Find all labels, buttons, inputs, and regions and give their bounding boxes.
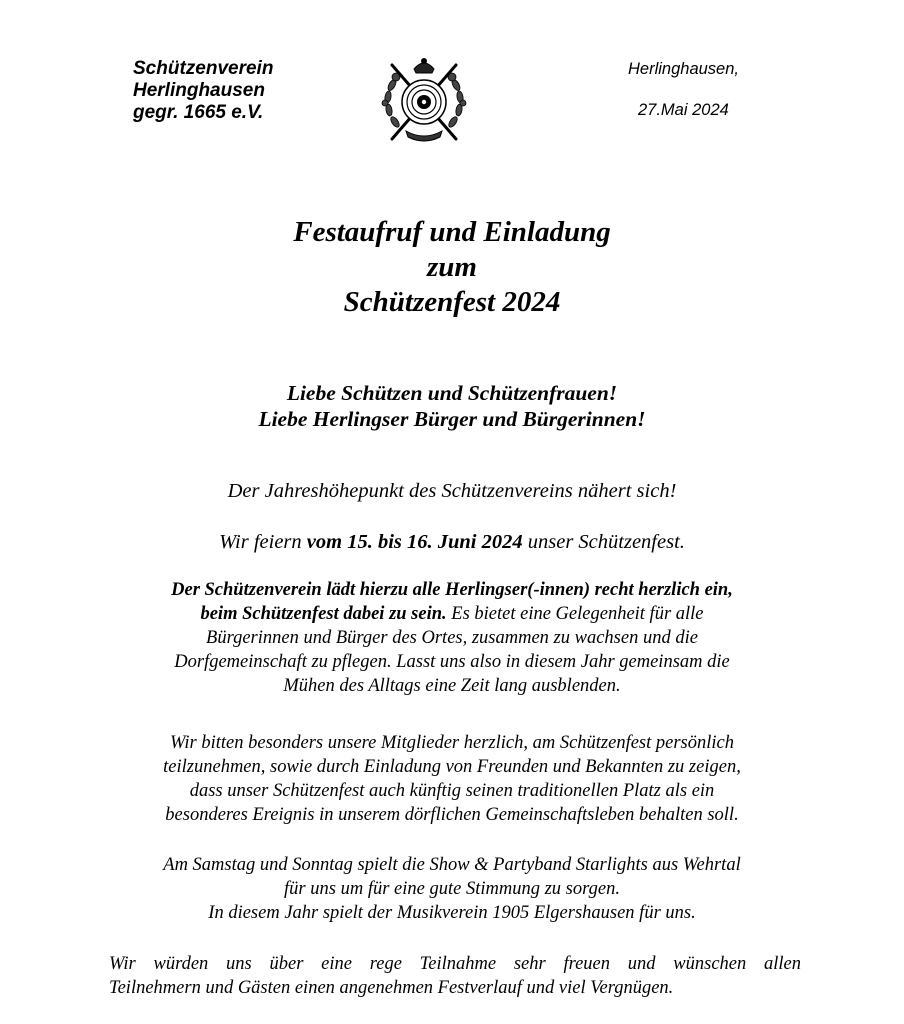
- closing-paragraph: [109, 952, 801, 1000]
- greeting: [0, 380, 904, 432]
- greeting-line: Liebe Schützen und Schützenfrauen!: [286, 381, 618, 405]
- title-line: Festaufruf und Einladung: [293, 216, 611, 248]
- letter-date: 27.Mai 2024: [638, 101, 729, 119]
- intro-paragraph: Der Jahreshöhepunkt des Schützenvereins nähert sich!: [227, 480, 677, 502]
- dates-suffix: unser Schützenfest.: [522, 531, 685, 553]
- members-text: Wir bitten besonders unsere Mitglieder herzlich, am Schützenfest persönlich: [170, 733, 734, 753]
- music-paragraph: [0, 853, 904, 925]
- invitation-paragraph: [0, 578, 904, 698]
- members-text: besonderes Ereignis in unserem dörflichen Gemeinschaftsleben behalten soll.: [165, 805, 739, 825]
- music-text: Am Samstag und Sonntag spielt die Show & Partyband Starlights aus Wehrtal: [163, 855, 741, 875]
- invitation-bold-text: beim Schützenfest dabei zu sein.: [200, 604, 447, 624]
- members-text: teilzunehmen, sowie durch Einladung von Freunden und Bekannten zu zeigen,: [163, 757, 741, 777]
- festival-dates-paragraph: [0, 530, 904, 554]
- music-text: In diesem Jahr spielt der Musikverein 1905 Elgershausen für uns.: [208, 903, 696, 923]
- invitation-text: Mühen des Alltags eine Zeit lang ausblenden.: [283, 676, 621, 696]
- shooting-club-crest-icon: [378, 55, 470, 143]
- club-name: [133, 58, 273, 124]
- invitation-bold-text: Der Schützenverein lädt hierzu alle Herlingser(-innen) recht herzlich ein,: [171, 580, 733, 600]
- invitation-text: Es bietet eine Gelegenheit für alle: [446, 604, 704, 624]
- closing-text: Wir würden uns über eine rege Teilnahme sehr freuen und wünschen allen: [109, 954, 801, 974]
- members-paragraph: [0, 731, 904, 827]
- club-name-line: Schützenverein: [133, 58, 274, 79]
- document-title: [0, 215, 904, 320]
- title-line: zum: [427, 251, 477, 283]
- music-text: für uns um für eine gute Stimmung zu sorgen.: [284, 879, 620, 899]
- festival-dates: vom 15. bis 16. Juni 2024: [306, 531, 523, 553]
- dates-prefix: Wir feiern: [219, 531, 307, 553]
- letter-place: Herlinghausen,: [628, 60, 739, 78]
- club-founded-line: gegr. 1665 e.V.: [133, 102, 264, 123]
- invitation-text: Bürgerinnen und Bürger des Ortes, zusammen zu wachsen und die: [206, 628, 698, 648]
- invitation-text: Dorfgemeinschaft zu pflegen. Lasst uns also in diesem Jahr gemeinsam die: [174, 652, 730, 672]
- club-name-line: Herlinghausen: [133, 80, 265, 101]
- members-text: dass unser Schützenfest auch künftig seinen traditionellen Platz als ein: [189, 781, 715, 801]
- title-line: Schützenfest 2024: [343, 286, 561, 318]
- closing-text: Teilnehmern und Gästen einen angenehmen Festverlauf und viel Vergnügen.: [109, 978, 674, 998]
- greeting-line: Liebe Herlingser Bürger und Bürgerinnen!: [258, 407, 646, 431]
